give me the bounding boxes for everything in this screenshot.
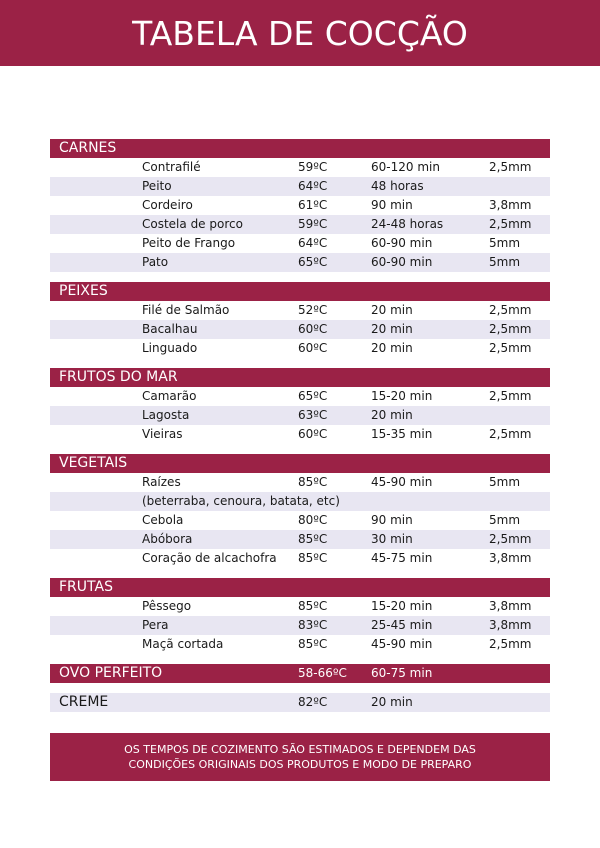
item-name: Peito de Frango (142, 236, 236, 250)
item-name: Cebola (142, 513, 184, 527)
item-name: Costela de porco (142, 217, 243, 231)
table-row (50, 597, 550, 616)
table-row (50, 473, 550, 492)
table-row (50, 616, 550, 635)
thickness-cell: 3,8mm (489, 618, 532, 632)
section-carnes (50, 139, 550, 272)
table-row (50, 234, 550, 253)
thickness-cell: 5mm (489, 513, 521, 527)
thickness-cell: 2,5mm (489, 341, 532, 355)
temp-cell: 52ºC (298, 303, 328, 317)
time-cell: 15-20 min (371, 599, 433, 613)
section-header (50, 139, 550, 158)
section-creme (50, 693, 550, 712)
table-row (50, 425, 550, 444)
temp-cell: 85ºC (298, 551, 328, 565)
thickness-cell: 5mm (489, 236, 521, 250)
table-row (50, 492, 550, 511)
section-title: CREME (59, 694, 109, 710)
item-name: Pera (142, 618, 169, 632)
section-title: OVO PERFEITO (59, 665, 163, 681)
table-row (50, 635, 550, 654)
section-frutas (50, 578, 550, 654)
time-cell: 20 min (371, 408, 413, 422)
item-name: Lagosta (142, 408, 190, 422)
time-cell: 30 min (371, 532, 413, 546)
temp-cell: 59ºC (298, 160, 328, 174)
thickness-cell: 3,8mm (489, 599, 532, 613)
thickness-cell: 2,5mm (489, 389, 532, 403)
title-banner (0, 0, 600, 66)
time-cell: 90 min (371, 513, 413, 527)
temp-cell: 65ºC (298, 255, 328, 269)
cooking-table (50, 139, 550, 722)
table-row (50, 301, 550, 320)
section-ovo-perfeito (50, 664, 550, 683)
item-name: Bacalhau (142, 322, 198, 336)
thickness-cell: 2,5mm (489, 160, 532, 174)
item-name: Vieiras (142, 427, 183, 441)
thickness-cell: 3,8mm (489, 198, 532, 212)
section-title: FRUTAS (59, 579, 113, 595)
item-name: Maçã cortada (142, 637, 224, 651)
item-name: Coração de alcachofra (142, 551, 277, 565)
item-name: Abóbora (142, 532, 193, 546)
temp-cell: 85ºC (298, 599, 328, 613)
temp-cell: 59ºC (298, 217, 328, 231)
section-header (50, 454, 550, 473)
table-row (50, 177, 550, 196)
time-cell: 24-48 horas (371, 217, 444, 231)
temp-cell: 63ºC (298, 408, 328, 422)
time-cell: 45-75 min (371, 551, 433, 565)
thickness-cell: 2,5mm (489, 303, 532, 317)
thickness-cell: 5mm (489, 475, 521, 489)
table-row (50, 158, 550, 177)
item-name: Linguado (142, 341, 198, 355)
temp-cell: 60ºC (298, 427, 328, 441)
disclaimer-banner (50, 733, 550, 781)
time-cell: 25-45 min (371, 618, 433, 632)
time-cell: 60-75 min (371, 666, 433, 680)
table-row (50, 253, 550, 272)
time-cell: 60-90 min (371, 236, 433, 250)
time-cell: 45-90 min (371, 637, 433, 651)
time-cell: 20 min (371, 322, 413, 336)
time-cell: 20 min (371, 341, 413, 355)
temp-cell: 85ºC (298, 475, 328, 489)
time-cell: 20 min (371, 695, 413, 709)
item-name: Cordeiro (142, 198, 193, 212)
item-name: Contrafilé (142, 160, 201, 174)
table-row (50, 196, 550, 215)
temp-cell: 85ºC (298, 532, 328, 546)
temp-cell: 83ºC (298, 618, 328, 632)
table-row (50, 406, 550, 425)
table-row (50, 549, 550, 568)
table-row (50, 320, 550, 339)
thickness-cell: 2,5mm (489, 532, 532, 546)
section-peixes (50, 282, 550, 358)
temp-cell: 80ºC (298, 513, 328, 527)
item-name: (beterraba, cenoura, batata, etc) (142, 494, 340, 508)
section-header (50, 664, 550, 683)
temp-cell: 85ºC (298, 637, 328, 651)
item-name: Camarão (142, 389, 197, 403)
table-row (50, 387, 550, 406)
time-cell: 60-90 min (371, 255, 433, 269)
section-title: VEGETAIS (59, 455, 128, 471)
table-row (50, 339, 550, 358)
page-title: TABELA DE COCÇÃO (132, 13, 468, 53)
section-title: CARNES (59, 140, 117, 156)
item-name: Pato (142, 255, 169, 269)
time-cell: 60-120 min (371, 160, 440, 174)
time-cell: 48 horas (371, 179, 424, 193)
temp-cell: 58-66ºC (298, 666, 347, 680)
table-row (50, 511, 550, 530)
section-title: PEIXES (59, 283, 108, 299)
section-title: FRUTOS DO MAR (59, 369, 178, 385)
item-name: Peito (142, 179, 172, 193)
item-name: Pêssego (142, 599, 192, 613)
section-header (50, 282, 550, 301)
thickness-cell: 2,5mm (489, 427, 532, 441)
temp-cell: 60ºC (298, 341, 328, 355)
temp-cell: 64ºC (298, 236, 328, 250)
disclaimer-line: CONDIÇÕES ORIGINAIS DOS PRODUTOS E MODO DE PREPARO (128, 758, 472, 771)
temp-cell: 64ºC (298, 179, 328, 193)
table-row (50, 693, 550, 712)
section-vegetais (50, 454, 550, 568)
table-row (50, 215, 550, 234)
item-name: Raízes (142, 475, 181, 489)
section-header (50, 368, 550, 387)
time-cell: 90 min (371, 198, 413, 212)
section-header (50, 578, 550, 597)
time-cell: 15-20 min (371, 389, 433, 403)
temp-cell: 61ºC (298, 198, 328, 212)
time-cell: 45-90 min (371, 475, 433, 489)
time-cell: 15-35 min (371, 427, 433, 441)
thickness-cell: 2,5mm (489, 217, 532, 231)
section-frutos-do-mar (50, 368, 550, 444)
temp-cell: 65ºC (298, 389, 328, 403)
thickness-cell: 2,5mm (489, 637, 532, 651)
thickness-cell: 2,5mm (489, 322, 532, 336)
thickness-cell: 5mm (489, 255, 521, 269)
disclaimer-line: OS TEMPOS DE COZIMENTO SÃO ESTIMADOS E DEPENDEM DAS (124, 743, 476, 756)
item-name: Filé de Salmão (142, 303, 230, 317)
temp-cell: 82ºC (298, 695, 328, 709)
table-row (50, 530, 550, 549)
table-sections (50, 139, 550, 654)
temp-cell: 60ºC (298, 322, 328, 336)
time-cell: 20 min (371, 303, 413, 317)
thickness-cell: 3,8mm (489, 551, 532, 565)
